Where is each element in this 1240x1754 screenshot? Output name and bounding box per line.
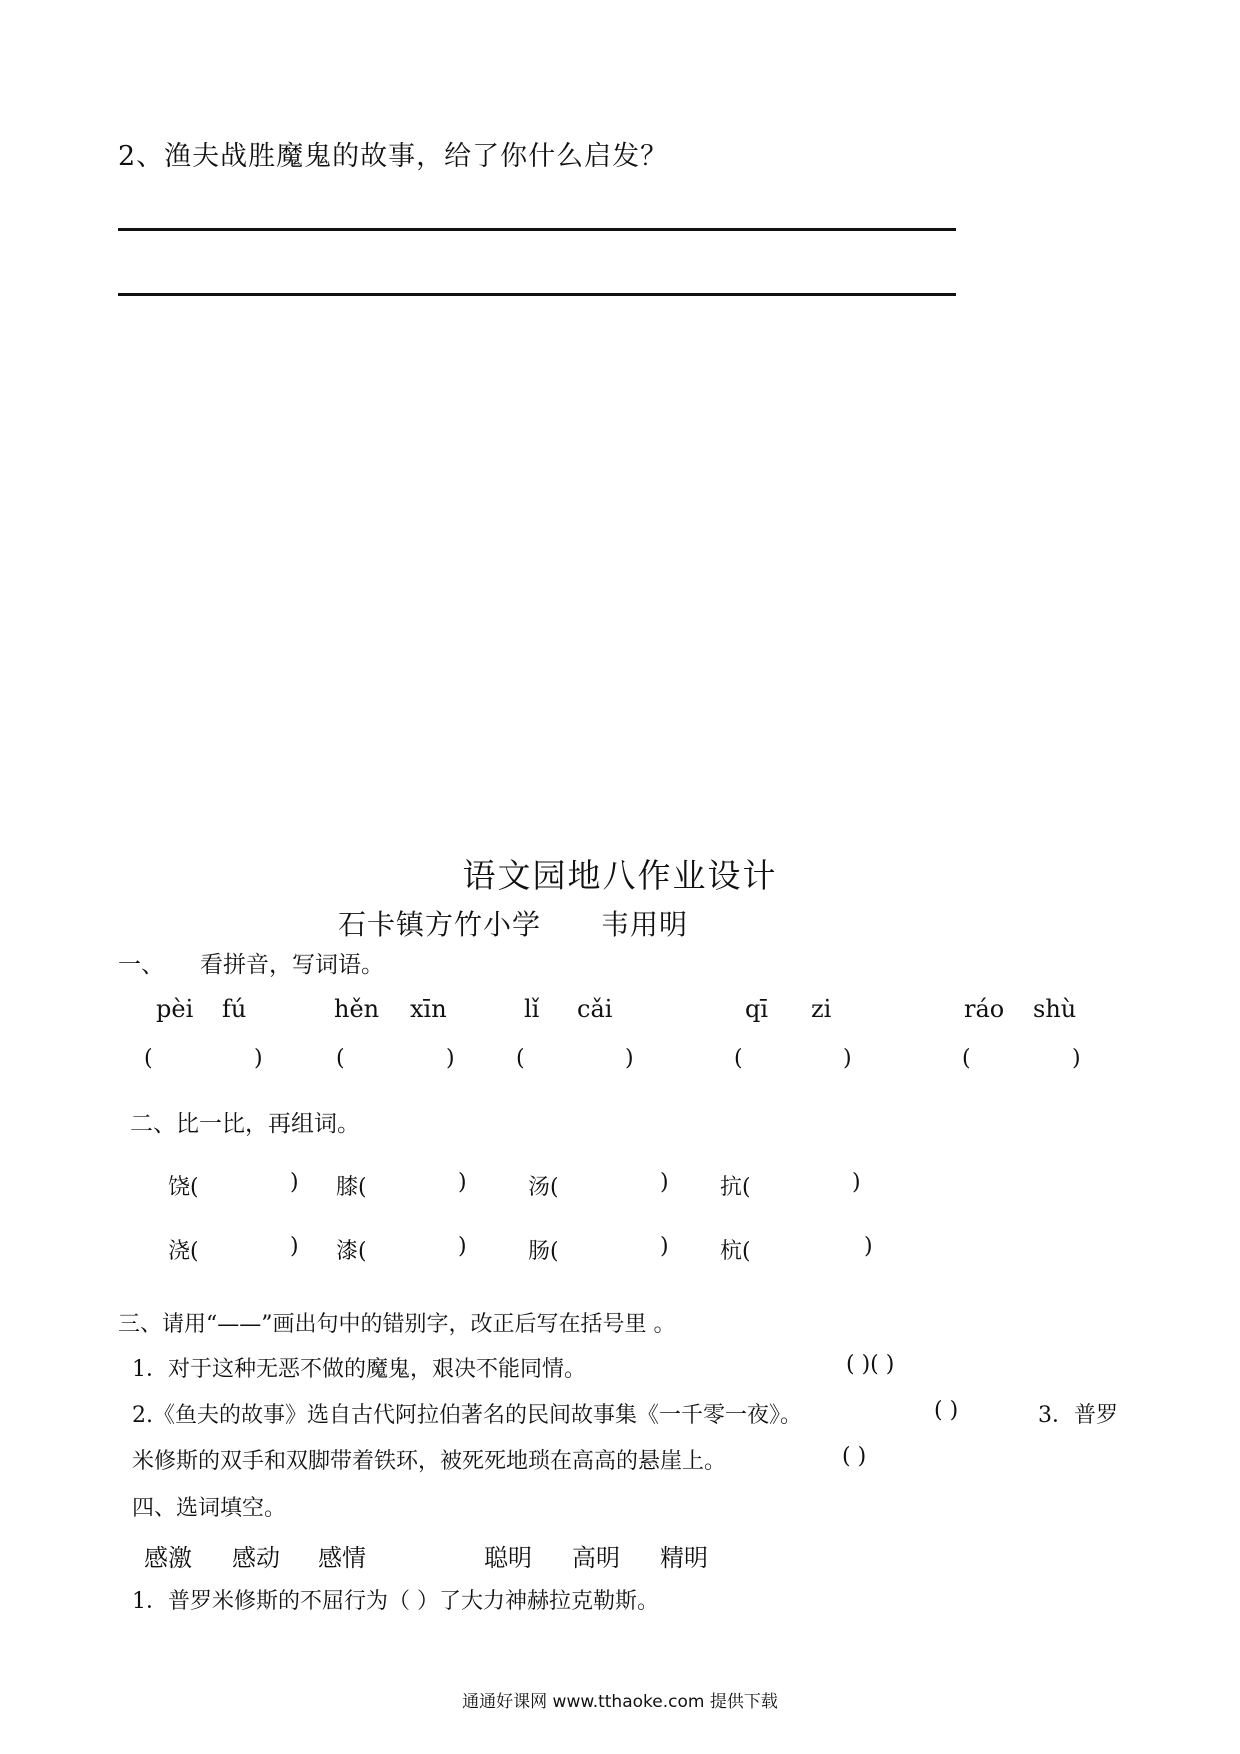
word-option-1: 感激 [144,1544,192,1572]
word-option-2: 感动 [232,1544,280,1572]
blank-close-2[interactable]: ) [446,1046,455,1071]
blank-close-5[interactable]: ) [1072,1046,1081,1071]
compare-char-4a: 抗( [720,1175,751,1200]
compare-char-1b: 浇( [168,1239,199,1264]
section-3-heading: 三、请用“——”画出句中的错别字，改正后写在括号里 。 [118,1312,676,1337]
compare-close-1b[interactable]: ) [290,1234,299,1259]
compare-close-2b[interactable]: ) [458,1234,467,1259]
answer-line-2[interactable] [118,293,956,296]
footer-credit: 通通好课网 www.tthaoke.com 提供下载 [462,1692,778,1712]
pinyin-6: cǎi [577,995,613,1023]
blank-open-5[interactable]: ( [962,1046,971,1071]
question-2: 2、渔夫战胜魔鬼的故事，给了你什么启发？ [118,141,669,172]
worksheet-title: 语文园地八作业设计 [462,856,778,895]
compare-close-4a[interactable]: ) [852,1170,861,1195]
section-1-heading [118,946,384,979]
word-option-5: 高明 [572,1544,620,1572]
word-option-6: 精明 [660,1544,708,1572]
blank-open-2[interactable]: ( [336,1046,345,1071]
blank-open-1[interactable]: ( [144,1046,153,1071]
pinyin-7: qī [745,995,769,1023]
compare-char-3b: 肠( [528,1239,559,1264]
compare-close-1a[interactable]: ) [290,1170,299,1195]
compare-close-4b[interactable]: ) [864,1234,873,1259]
pinyin-8: zi [811,995,832,1023]
compare-char-3a: 汤( [528,1175,559,1200]
pinyin-4: xīn [410,995,447,1023]
author-name: 韦用明 [601,908,689,941]
school-name: 石卡镇方竹小学 [338,908,542,941]
section-3-item-2-blank[interactable]: ( ) [934,1398,959,1423]
blank-close-3[interactable]: ) [625,1046,634,1071]
compare-close-2a[interactable]: ) [458,1170,467,1195]
section-3-item-3-blank[interactable]: ( ) [842,1444,867,1469]
section-3-item-2: 2.《鱼夫的故事》选自古代阿拉伯著名的民间故事集《一千零一夜》。 [132,1403,802,1428]
pinyin-10: shù [1033,995,1077,1023]
word-option-4: 聪明 [484,1544,532,1572]
section-3-item-1-blanks[interactable]: ( )( ) [846,1352,895,1377]
blank-close-1[interactable]: ) [254,1046,263,1071]
pinyin-5: lǐ [524,995,540,1023]
compare-close-3a[interactable]: ) [660,1170,669,1195]
section-1-text: 看拼音，写词语。 [200,952,384,978]
compare-char-1a: 饶( [168,1175,199,1200]
section-4-heading: 四、选词填空。 [132,1496,287,1521]
pinyin-3: hěn [334,995,380,1023]
compare-close-3b[interactable]: ) [660,1234,669,1259]
blank-open-3[interactable]: ( [516,1046,525,1071]
compare-char-4b: 杭( [720,1239,751,1264]
pinyin-1: pèi [156,995,194,1023]
blank-close-4[interactable]: ) [843,1046,852,1071]
answer-line-1[interactable] [118,228,956,231]
worksheet-subtitle [338,903,688,943]
section-3-item-1: 1．对于这种无恶不做的魔鬼，艰决不能同情。 [132,1357,586,1382]
word-option-3: 感情 [318,1544,366,1572]
pinyin-9: ráo [964,995,1005,1023]
pinyin-2: fú [222,995,247,1023]
section-3-item-3-start: 3．普罗 [1038,1403,1118,1428]
compare-char-2a: 膝( [336,1175,367,1200]
section-3-item-3: 米修斯的双手和双脚带着铁环，被死死地琐在高高的悬崖上。 [132,1449,727,1474]
section-2-heading: 二、比一比，再组词。 [130,1111,360,1137]
compare-char-2b: 漆( [336,1239,367,1264]
section-1-number: 一、 [118,952,164,978]
blank-open-4[interactable]: ( [734,1046,743,1071]
section-4-item-1: 1．普罗米修斯的不屈行为（ ）了大力神赫拉克勒斯。 [132,1589,659,1614]
